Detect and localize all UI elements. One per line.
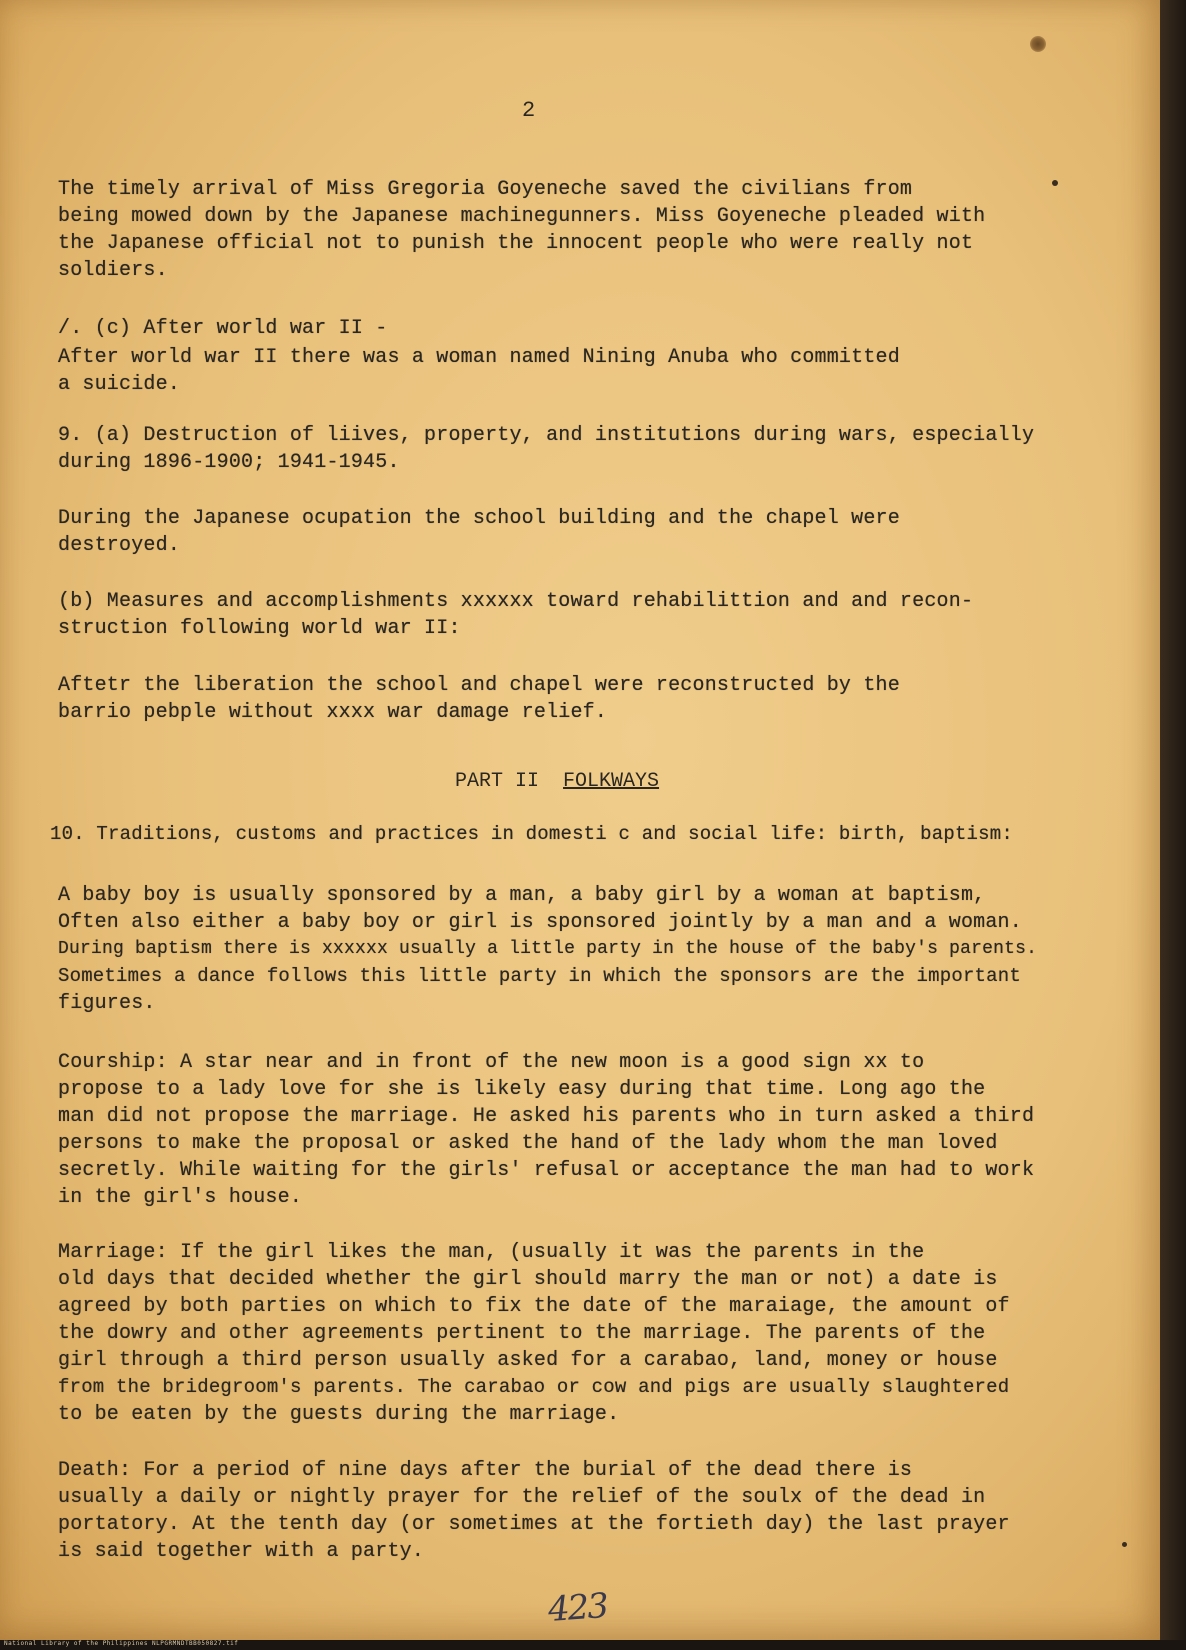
scan-footer-label: National Library of the Philippines NLPGRMNDTBB050827.tif <box>4 1640 239 1647</box>
binder-hole <box>1030 36 1046 52</box>
text-line: barrio pebple without xxxx war damage relief. <box>58 701 608 724</box>
text-line: Sometimes a dance follows this little party in which the sponsors are the important <box>58 965 1021 987</box>
text-line: struction following world war II: <box>58 617 461 640</box>
text-line: propose to a lady love for she is likely easy during that time. Long ago the <box>58 1078 986 1101</box>
text-line: destroyed. <box>58 534 181 557</box>
part-title: FOLKWAYS <box>563 770 660 793</box>
text-line: agreed by both parties on which to fix the date of the maraiage, the amount of <box>58 1295 1010 1318</box>
text-line: a suicide. <box>58 373 181 396</box>
part-label: PART II <box>455 770 540 793</box>
text-line: man did not propose the marriage. He asked his parents who in turn asked a third <box>58 1105 1035 1128</box>
text-line: (b) Measures and accomplishments xxxxxx toward rehabilittion and and recon- <box>58 590 974 613</box>
text-line: Death: For a period of nine days after the burial of the dead there is <box>58 1459 913 1482</box>
text-line: 9. (a) Destruction of liives, property, and institutions during wars, especially <box>58 424 1035 447</box>
text-line: soldiers. <box>58 259 168 282</box>
text-line: is said together with a party. <box>58 1540 425 1563</box>
page-number: 2 <box>522 98 536 123</box>
text-line: The timely arrival of Miss Gregoria Goyeneche saved the civilians from <box>58 178 913 201</box>
text-line: usually a daily or nightly prayer for the relief of the soulx of the dead in <box>58 1486 986 1509</box>
text-line: A baby boy is usually sponsored by a man, a baby girl by a woman at baptism, <box>58 884 986 907</box>
text-line: /. (c) After world war II - <box>58 317 388 340</box>
text-line: figures. <box>58 992 156 1015</box>
section-heading-10: 10. Traditions, customs and practices in domesti c and social life: birth, baptism: <box>50 823 1013 845</box>
text-line: Often also either a baby boy or girl is sponsored jointly by a man and a woman. <box>58 911 1022 934</box>
text-line: girl through a third person usually asked for a carabao, land, money or house <box>58 1349 998 1372</box>
text-line: during 1896-1900; 1941-1945. <box>58 451 400 474</box>
text-line: After world war II there was a woman named Nining Anuba who committed <box>58 346 900 369</box>
text-line: secretly. While waiting for the girls' refusal or acceptance the man had to work <box>58 1159 1035 1182</box>
ink-speck <box>1122 1542 1127 1547</box>
text-line: Courship: A star near and in front of the new moon is a good sign xx to <box>58 1051 925 1074</box>
text-line: persons to make the proposal or asked the hand of the lady whom the man loved <box>58 1132 998 1155</box>
text-line: the Japanese official not to punish the innocent people who were really not <box>58 232 974 255</box>
ink-speck <box>1052 180 1058 186</box>
text-line: being mowed down by the Japanese machinegunners. Miss Goyeneche pleaded with <box>58 205 986 228</box>
text-line: portatory. At the tenth day (or sometimes at the fortieth day) the last prayer <box>58 1513 1010 1536</box>
text-line: the dowry and other agreements pertinent to the marriage. The parents of the <box>58 1322 986 1345</box>
part-heading <box>455 770 659 793</box>
text-line: from the bridegroom's parents. The carabao or cow and pigs are usually slaughtered <box>58 1376 1010 1398</box>
text-line: in the girl's house. <box>58 1186 303 1209</box>
text-line: to be eaten by the guests during the marriage. <box>58 1403 620 1426</box>
text-line: During baptism there is xxxxxx usually a little party in the house of the baby's parents. <box>58 939 1038 959</box>
text-line: Aftetr the liberation the school and chapel were reconstructed by the <box>58 674 900 697</box>
handwritten-folio-number: 423 <box>546 1585 609 1631</box>
text-line: During the Japanese ocupation the school building and the chapel were <box>58 507 900 530</box>
text-line: old days that decided whether the girl should marry the man or not) a date is <box>58 1268 998 1291</box>
scan-edge <box>1160 0 1186 1650</box>
text-line: Marriage: If the girl likes the man, (usually it was the parents in the <box>58 1241 925 1264</box>
